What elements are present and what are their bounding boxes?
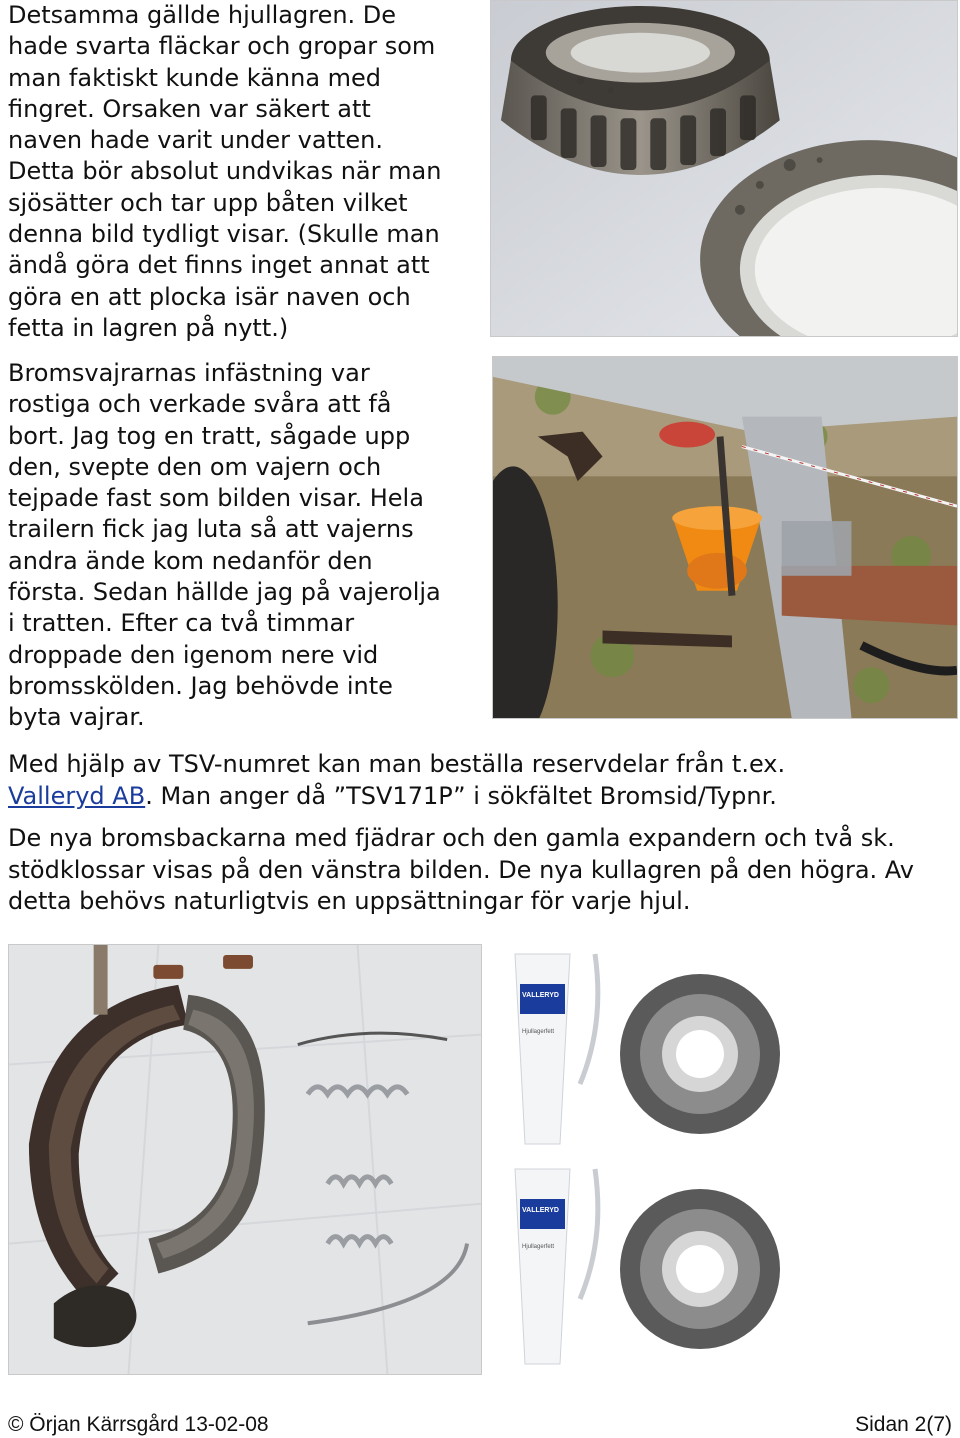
footer-page-number: Sidan 2(7): [855, 1413, 952, 1436]
grease-tube-text-top: Hjullagerfett: [522, 1029, 555, 1035]
photo-funnel-brake-cable: [492, 356, 958, 719]
tsv-text-line1: Med hjälp av TSV-numret kan man beställa reservdelar från t.ex.: [8, 750, 786, 778]
paragraph-brake-cables: Bromsvajrarnas infästning var rostiga och verkade svåra att få bort. Jag tog en tratt, sågade upp den, svepte den om vajern och tejpade fast som bilden visar. Hela trailern fick jag luta så att vajerns andra ände kom nedanför den första. Sedan hällde jag på vajerolja i tratten. Efter ca två timmar droppade den igenom nere vid bromsskölden. Jag behövde inte byta vajrar.: [8, 359, 441, 732]
footer-copyright: © Örjan Kärrsgård 13-02-08: [8, 1413, 269, 1436]
tsv-text-line2: . Man anger då ”TSV171P” i sökfältet Bromsid/Typnr.: [145, 781, 777, 810]
paragraph-hub-bearings: Detsamma gällde hjullagren. De hade svarta fläckar och gropar som man faktiskt kunde känna med fingret. Orsaken var säkert att naven hade varit under vatten. Detta bör absolut undvikas när man sjösätter och tar upp båten vilket denna bild tydligt visar. (Skulle man ändå göra det finns inget annat att göra en att plocka isär naven och fetta in lagren på nytt.): [8, 1, 442, 342]
photo-brake-shoes-springs: [8, 944, 482, 1375]
paragraph-tsv-number: [8, 749, 948, 812]
paragraph-new-parts: De nya bromsbackarna med fjädrar och den gamla expandern och två sk. stödklossar visas på den vänstra bilden. De nya kullagren på den högra. Av detta behövs naturligtvis en uppsättningar för varje hjul.: [8, 824, 914, 915]
grease-tube-label-top: VALLERYD: [522, 992, 559, 999]
photo-corroded-bearing: [490, 0, 958, 337]
grease-tube-label-bottom: VALLERYD: [522, 1207, 559, 1214]
grease-tube-text-bottom: Hjullagerfett: [522, 1244, 555, 1250]
photo-new-bearings-grease: [500, 944, 784, 1375]
valleryd-link[interactable]: Valleryd AB: [8, 781, 146, 810]
